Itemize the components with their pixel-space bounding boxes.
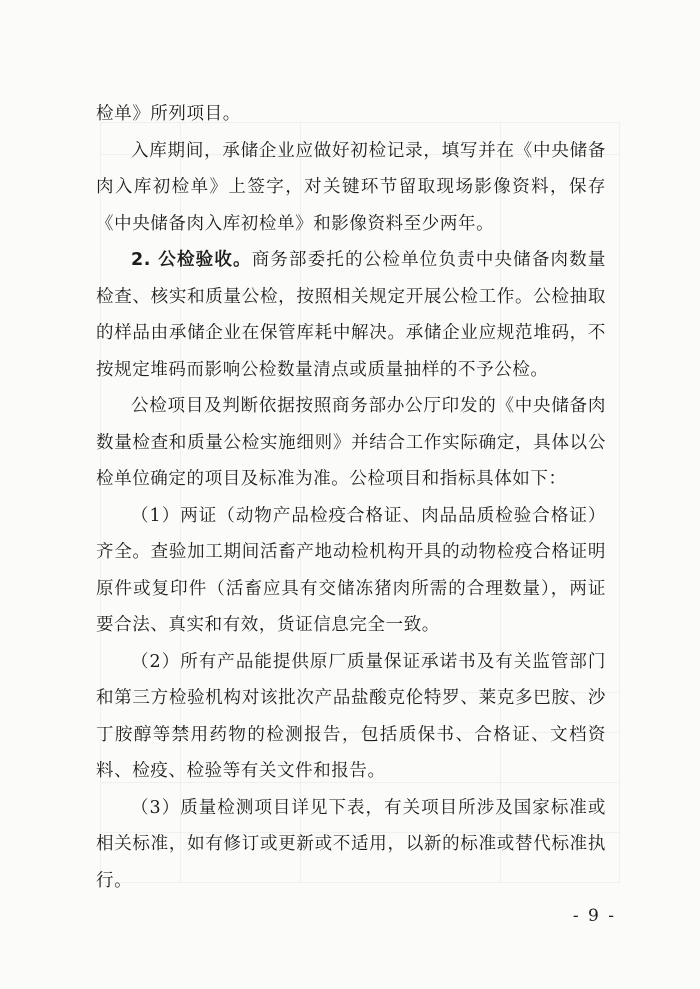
paragraph-public-inspection bbox=[96, 242, 606, 388]
paragraph-item-1: （1）两证（动物产品检疫合格证、肉品品质检验合格证）齐全。查验加工期间活畜产地动检机构开具的动物检疫合格证明原件或复印件（活畜应具有交储冻猪肉所需的合理数量），两证要合法、真实和有效，货证信息完全一致。 bbox=[96, 505, 606, 635]
paragraph-inspection-basis: 公检项目及判断依据按照商务部办公厅印发的《中央储备肉数量检查和质量公检实施细则》并结合工作实际确定，具体以公检单位确定的项目及标准为准。公检项目和指标具体如下： bbox=[96, 396, 606, 489]
section-body: 商务部委托的公检单位负责中央储备肉数量检查、核实和质量公检，按照相关规定开展公检工作。公检抽取的样品由承储企业在保管库耗中解决。承储企业应规范堆码，不按规定堆码而影响公检数量清点或质量抽样的不予公检。 bbox=[96, 250, 606, 380]
paragraph-item-3: （3）质量检测项目详见下表，有关项目所涉及国家标准或相关标准，如有修订或更新或不适用，以新的标准或替代标准执行。 bbox=[96, 797, 606, 891]
page-number: - 9 - bbox=[572, 906, 616, 926]
document-body bbox=[96, 96, 606, 899]
paragraph-initial-inspection: 入库期间，承储企业应做好初检记录，填写并在《中央储备肉入库初检单》上签字，对关键环节留取现场影像资料，保存《中央储备肉入库初检单》和影像资料至少两年。 bbox=[96, 140, 606, 234]
paragraph-continuation: 检单》所列项目。 bbox=[96, 104, 241, 124]
section-heading: 2. 公检验收。 bbox=[131, 250, 252, 270]
paragraph-item-2: （2）所有产品能提供原厂质量保证承诺书及有关监管部门和第三方检验机构对该批次产品盐酸克伦特罗、莱克多巴胺、沙丁胺醇等禁用药物的检测报告，包括质保书、合格证、文档资料、检疫、检验等有关文件和报告。 bbox=[96, 651, 606, 781]
